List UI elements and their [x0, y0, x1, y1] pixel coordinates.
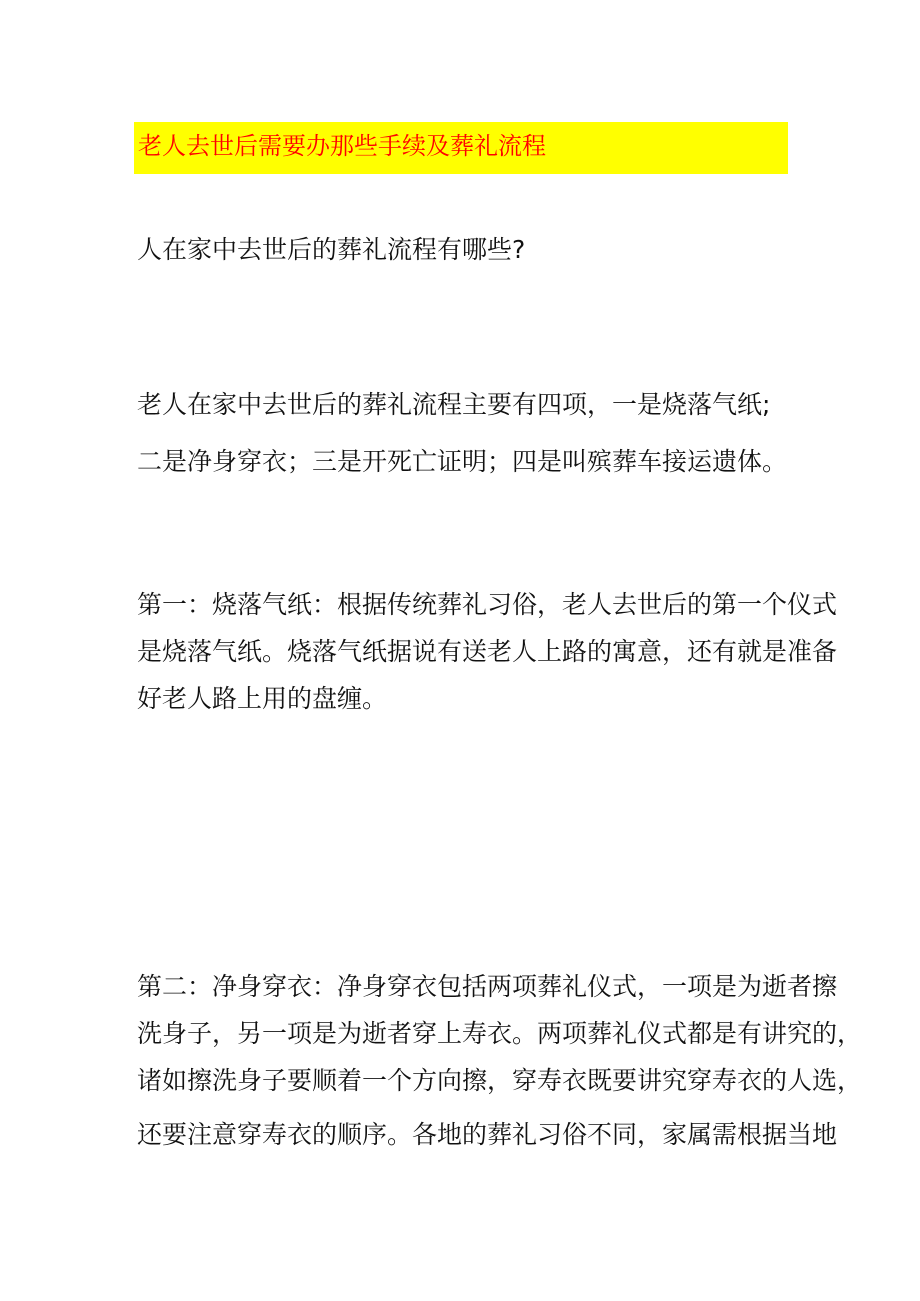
section1-line-2: 是烧落气纸。烧落气纸据说有送老人上路的寓意，还有就是准备	[137, 637, 838, 666]
section2-line-4: 还要注意穿寿衣的顺序。各地的葬礼习俗不同，家属需根据当地	[137, 1120, 838, 1149]
summary-line-2: 二是净身穿衣；三是开死亡证明；四是叫殡葬车接运遗体。	[137, 447, 788, 476]
section2-line-1: 第二：净身穿衣：净身穿衣包括两项葬礼仪式，一项是为逝者擦	[137, 972, 838, 1001]
section1-line-1: 第一：烧落气纸：根据传统葬礼习俗，老人去世后的第一个仪式	[137, 590, 838, 619]
document-title: 老人去世后需要办那些手续及葬礼流程	[138, 132, 546, 160]
section1-line-3: 好老人路上用的盘缠。	[137, 684, 388, 713]
summary-line-1: 老人在家中去世后的葬礼流程主要有四项，一是烧落气纸;	[137, 390, 771, 419]
question-heading: 人在家中去世后的葬礼流程有哪些?	[137, 235, 526, 264]
section2-line-3: 诸如擦洗身子要顺着一个方向擦，穿寿衣既要讲究穿寿衣的人选，	[137, 1066, 863, 1095]
section2-line-2: 洗身子，另一项是为逝者穿上寿衣。两项葬礼仪式都是有讲究的，	[137, 1019, 863, 1048]
